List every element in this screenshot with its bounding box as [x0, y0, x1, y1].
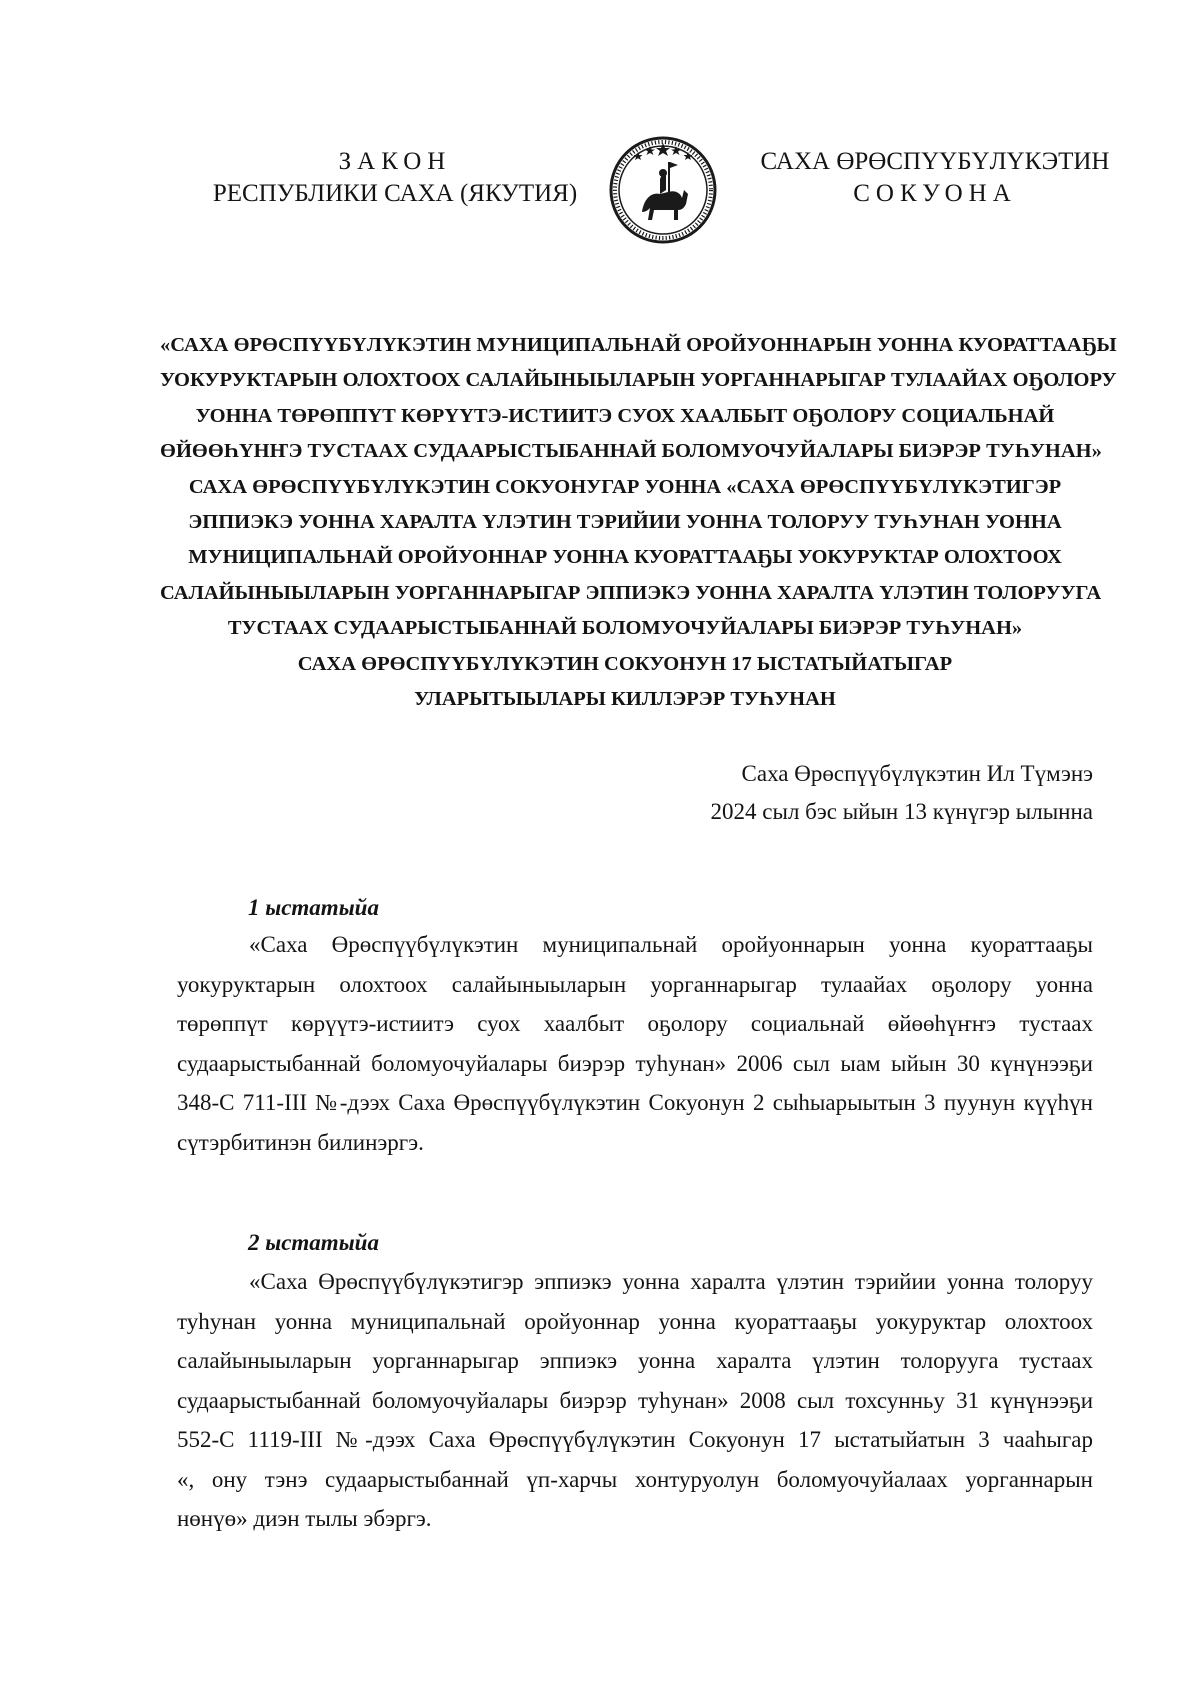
- header-republic-name-sakha: САХА ӨРӨСПҮҮБҮЛҮКЭТИН: [760, 148, 1110, 175]
- title-line: УЛАРЫТЫЫЛАРЫ КИЛЛЭРЭР ТУҺУНАН: [414, 688, 836, 711]
- header-law-word-sakha: СОКУОНА: [853, 180, 1017, 207]
- header-republic-name: РЕСПУБЛИКИ САХА (ЯКУТИЯ): [212, 180, 578, 207]
- article-line: 552-С 1119-III №-дээх Саха Өрөспүүбүлүкэтин Сокуонун 17 ыстатыйатын 3 чааһыгар: [177, 1427, 1093, 1452]
- title-line: САЛАЙЫНЫЫЛАРЫН УОРГАННАРЫГАР ЭППИЭКЭ УОННА ХАРАЛТА ҮЛЭТИН ТОЛОРУУГА: [160, 581, 1102, 604]
- title-line: УОННА ТӨРӨППҮТ КӨРҮҮТЭ-ИСТИИТЭ СУОХ ХААЛБЫТ ОҔОЛОРУ СОЦИАЛЬНАЙ: [195, 404, 1055, 427]
- title-line: ЭППИЭКЭ УОННА ХАРАЛТА ҮЛЭТИН ТЭРИЙИИ УОННА ТОЛОРУУ ТУҺУНАН УОННА: [188, 511, 1062, 534]
- title-line: ТУСТААХ СУДААРЫСТЫБАННАЙ БОЛОМУОЧУЙАЛАРЫ БИЭРЭР ТУҺУНАН»: [227, 617, 1023, 640]
- article-line: нөнүө» диэн тылы эбэргэ.: [177, 1506, 432, 1531]
- header-right: [740, 146, 1130, 210]
- adopting-body: Саха Өрөспүүбүлүкэтин Ил Түмэнэ: [741, 761, 1093, 786]
- article-1-heading: 1 ыстатыйа: [248, 895, 379, 920]
- article-line: салайыныыларын уорганнарыгар эппиэкэ уонна харалта үлэтин толорууга тустаах: [177, 1348, 1093, 1373]
- article-line: «Саха Өрөспүүбүлүкэтин муниципальнай оройуоннарын уонна куораттааҕы: [249, 932, 1093, 957]
- article-line: «, ону тэнэ судаарыстыбаннай үп-харчы хонтуруолун боломуочуйалаах уорганнарын: [177, 1466, 1093, 1492]
- adoption-note: [711, 755, 1093, 831]
- title-line: МУНИЦИПАЛЬНАЙ ОРОЙУОННАР УОННА КУОРАТТААҔЫ УОКУРУКТАР ОЛОХТООХ: [188, 546, 1062, 569]
- coat-of-arms-emblem-icon: [608, 134, 718, 246]
- article-line: 348-С 711-III №-дээх Саха Өрөспүүбүлүкэтин Сокуонун 2 сыһыарыытын 3 пуунун күүһүн: [177, 1090, 1093, 1115]
- document-title: [160, 328, 1117, 717]
- header-left: [200, 146, 590, 210]
- article-line: туһунан уонна муниципальнай оройуоннар уонна куораттааҕы уокуруктар олохтоох: [177, 1308, 1093, 1334]
- article-2-body: [177, 1262, 1093, 1539]
- article-line: «Саха Өрөспүүбүлүкэтигэр эппиэкэ уонна харалта үлэтин тэрийии уонна толоруу: [249, 1269, 1093, 1294]
- title-line: «САХА ӨРӨСПҮҮБҮЛҮКЭТИН МУНИЦИПАЛЬНАЙ ОРОЙУОННАРЫН УОННА КУОРАТТААҔЫ: [160, 334, 1117, 356]
- title-line: ӨЙӨӨҺҮНҤЭ ТУСТААХ СУДААРЫСТЫБАННАЙ БОЛОМУОЧУЙАЛАРЫ БИЭРЭР ТУҺУНАН»: [160, 440, 1102, 463]
- title-line: УОКУРУКТАРЫН ОЛОХТООХ САЛАЙЫНЫЫЛАРЫН УОРГАННАРЫГАР ТУЛААЙАХ ОҔОЛОРУ: [160, 369, 1117, 392]
- title-line: САХА ӨРӨСПҮҮБҮЛҮКЭТИН СОКУОНУГАР УОННА «САХА ӨРӨСПҮҮБҮЛҮКЭТИГЭР: [188, 475, 1062, 498]
- article-line: сүтэрбитинэн билинэргэ.: [177, 1129, 424, 1155]
- article-line: судаарыстыбаннай боломуочуйалары биэрэр туһунан» 2008 сыл тохсунньу 31 күнүнээҕи: [177, 1387, 1093, 1413]
- article-line: уокуруктарын олохтоох салайыныыларын уорганнарыгар тулаайах оҕолору уонна: [177, 971, 1093, 997]
- article-line: төрөппүт көрүүтэ-истиитэ суох хаалбыт оҕолору социальнай өйөөһүҥҥэ тустаах: [177, 1011, 1093, 1036]
- article-line: судаарыстыбаннай боломуочуйалары биэрэр туһунан» 2006 сыл ыам ыйын 30 күнүнээҕи: [177, 1050, 1093, 1076]
- article-2-heading: 2 ыстатыйа: [248, 1230, 379, 1255]
- adoption-date: 2024 сыл бэс ыйын 13 күнүгэр ылынна: [710, 799, 1093, 824]
- title-line: САХА ӨРӨСПҮҮБҮЛҮКЭТИН СОКУОНУН 17 ЫСТАТЫЙАТЫГАР: [297, 652, 953, 675]
- header-law-word: ЗАКОН: [338, 148, 452, 175]
- article-1-body: [177, 925, 1093, 1162]
